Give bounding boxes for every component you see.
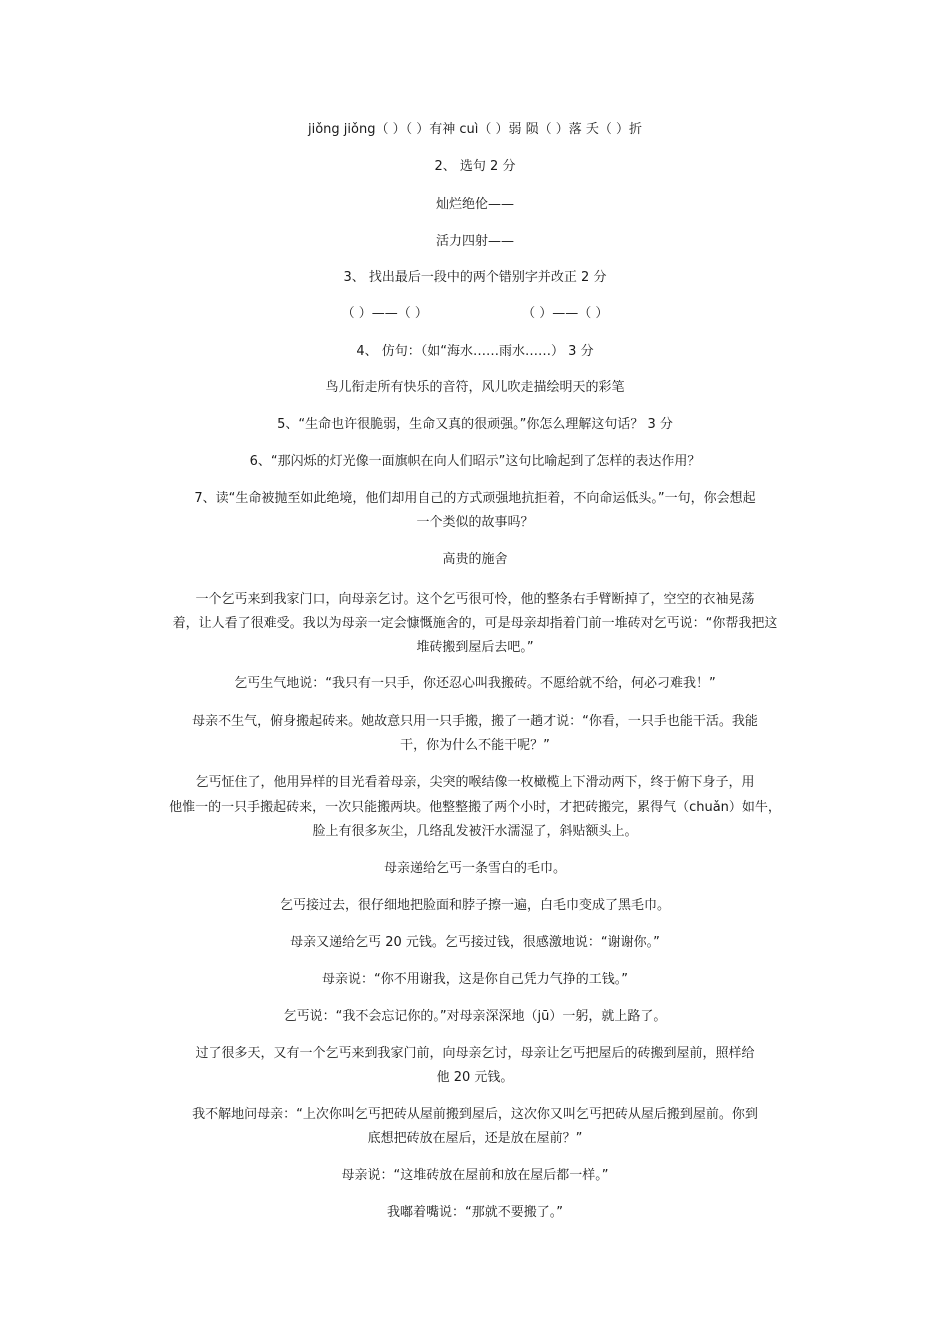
q4-sentence: 鸟儿衔走所有快乐的音符，风儿吹走描绘明天的彩笔 xyxy=(325,380,625,395)
story-p3-line-1: 母亲不生气，俯身搬起砖来。她故意只用一只手搬，搬了一趟才说：“你看，一只手也能干活。我能 xyxy=(192,714,758,729)
story-p8: 母亲说：“你不用谢我，这是你自己凭力气挣的工钱。” xyxy=(322,972,628,987)
q3-title: 3、 找出最后一段中的两个错别字并改正 2 分 xyxy=(343,270,607,285)
q3-blank-2: （ ）——（ ） xyxy=(522,306,609,321)
q6-question: 6、“那闪烁的灯光像一面旗帜在向人们昭示”这句比喻起到了怎样的表达作用？ xyxy=(249,454,701,469)
story-p4-line-1: 乞丐怔住了，他用异样的目光看着母亲，尖突的喉结像一枚橄榄上下滑动两下，终于俯下身子，用 xyxy=(195,775,755,790)
story-p2: 乞丐生气地说：“我只有一只手，你还忍心叫我搬砖。不愿给就不给，何必刁难我！” xyxy=(234,676,716,691)
story-p10-line-2: 他 20 元钱。 xyxy=(436,1070,514,1085)
q2-item-1: 灿烂绝伦—— xyxy=(435,197,514,212)
story-p12: 母亲说：“这堆砖放在屋前和放在屋后都一样。” xyxy=(341,1168,609,1183)
story-p1-line-3: 堆砖搬到屋后去吧。” xyxy=(416,640,534,655)
q1-pinyin-line: jiǒng jiǒng（ ）（ ）有神 cuì（ ）弱 陨（ ）落 夭（ ）折 xyxy=(307,122,643,137)
q2-item-2: 活力四射—— xyxy=(435,234,514,249)
story-p4-line-3: 脸上有很多灰尘，几络乱发被汗水濡湿了，斜贴额头上。 xyxy=(312,824,638,839)
story-p9: 乞丐说：“我不会忘记你的。”对母亲深深地（jū）一躬，就上路了。 xyxy=(283,1009,667,1024)
story-p11-line-1: 我不解地问母亲：“上次你叫乞丐把砖从屋前搬到屋后，这次你又叫乞丐把砖从屋后搬到屋前。你到 xyxy=(192,1107,758,1122)
story-p13: 我嘟着嘴说：“那就不要搬了。” xyxy=(387,1205,563,1220)
q7-question-line-1: 7、读“生命被抛至如此绝境，他们却用自己的方式顽强地抗拒着，不向命运低头。”一句，你会想起 xyxy=(194,491,756,506)
story-p5: 母亲递给乞丐一条雪白的毛巾。 xyxy=(383,861,566,876)
story-p6: 乞丐接过去，很仔细地把脸面和脖子擦一遍，白毛巾变成了黑毛巾。 xyxy=(279,898,670,913)
story-p1-line-2: 着，让人看了很难受。我以为母亲一定会慷慨施舍的，可是母亲却指着门前一堆砖对乞丐说：“你帮我把这 xyxy=(172,616,778,631)
q4-title: 4、 仿句：（如“海水……雨水……） 3 分 xyxy=(356,344,594,359)
q3-blank-1: （ ）——（ ） xyxy=(341,306,428,321)
story-p1-line-1: 一个乞丐来到我家门口，向母亲乞讨。这个乞丐很可怜，他的整条右手臂断掉了，空空的衣袖晃荡 xyxy=(195,592,755,607)
story-p4-line-2: 他惟一的一只手搬起砖来，一次只能搬两块。他整整搬了两个小时，才把砖搬完，累得气（chuǎn）如牛， xyxy=(169,800,781,815)
q2-title: 2、 选句 2 分 xyxy=(434,159,516,174)
story-p3-line-2: 干，你为什么不能干呢？” xyxy=(400,738,550,753)
q3-blanks xyxy=(0,302,950,326)
story-p10-line-1: 过了很多天，又有一个乞丐来到我家门前，向母亲乞讨，母亲让乞丐把屋后的砖搬到屋前，照样给 xyxy=(195,1046,755,1061)
story-title: 高贵的施舍 xyxy=(442,552,508,567)
story-p7: 母亲又递给乞丐 20 元钱。乞丐接过钱，很感激地说：“谢谢你。” xyxy=(290,935,660,950)
q5-question: 5、“生命也许很脆弱，生命又真的很顽强。”你怎么理解这句话？ 3 分 xyxy=(277,417,673,432)
story-p11-line-2: 底想把砖放在屋后，还是放在屋前？” xyxy=(367,1131,583,1146)
q7-question-line-2: 一个类似的故事吗？ xyxy=(416,515,534,530)
